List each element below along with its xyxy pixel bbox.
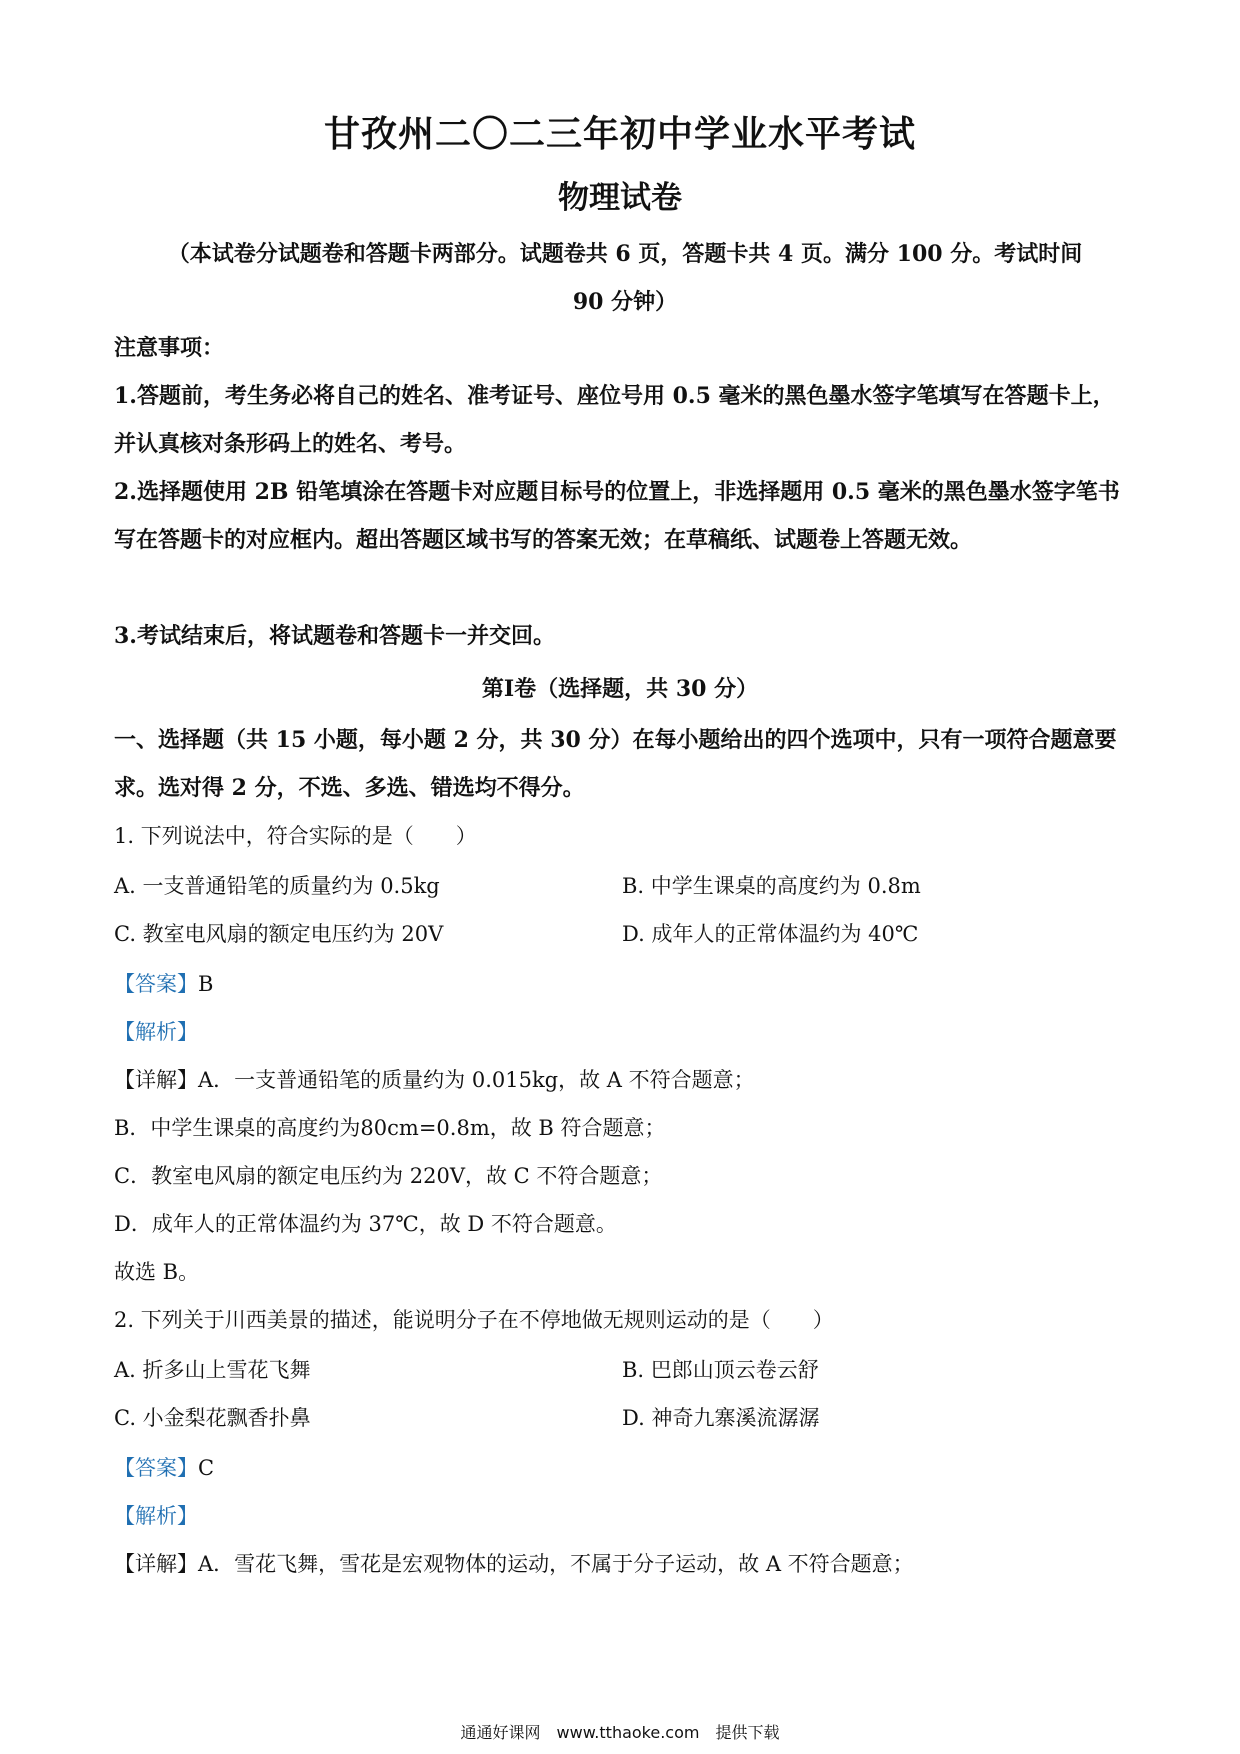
q2-stem: 2. 下列关于川西美景的描述，能说明分子在不停地做无规则运动的是（ ） <box>114 1308 834 1332</box>
answer-value: C <box>198 1456 215 1480</box>
q1-option-d: D. 成年人的正常体温约为 40℃ <box>622 922 919 946</box>
part1-instructions: 一、选择题（共 15 小题，每小题 2 分，共 30 分）在每小题给出的四个选项中，只有一项符合题意要求。选对得 2 分，不选、多选、错选均不得分。 <box>114 727 1117 801</box>
q2-answer <box>114 1452 214 1482</box>
q1-detail-1 <box>114 1064 755 1094</box>
exam-note-line1: （本试卷分试题卷和答题卡两部分。试题卷共 6 页，答题卡共 4 页。满分 100 分。考试时间 <box>167 241 1083 267</box>
notice-item-1: 1.答题前，考生务必将自己的姓名、准考证号、座位号用 0.5 毫米的黑色墨水签字笔填写在答题卡上，并认真核对条形码上的姓名、考号。 <box>114 383 1115 457</box>
q1-option-a: A. 一支普通铅笔的质量约为 0.5kg <box>114 874 440 898</box>
detail-text: A．一支普通铅笔的质量约为 0.015kg，故 A 不符合题意； <box>198 1068 755 1092</box>
q1-stem: 1. 下列说法中，符合实际的是（ ） <box>114 824 477 848</box>
q2-option-d: D. 神奇九寨溪流潺潺 <box>622 1406 820 1430</box>
notice-heading: 注意事项： <box>114 335 225 361</box>
exam-note <box>130 230 1120 326</box>
answer-value: B <box>198 972 214 996</box>
q2-detail-1 <box>114 1548 914 1578</box>
part1-heading: 第Ⅰ卷（选择题，共 30 分） <box>481 676 759 702</box>
q2-option-b: B. 巴郎山顶云卷云舒 <box>622 1358 819 1382</box>
exam-subtitle: 物理试卷 <box>558 180 682 216</box>
detail-text: A．雪花飞舞，雪花是宏观物体的运动，不属于分子运动，故 A 不符合题意； <box>198 1552 914 1576</box>
answer-tag: 【答案】 <box>114 972 198 996</box>
q2-analysis-tag: 【解析】 <box>114 1504 198 1528</box>
notice-item-2: 2.选择题使用 2B 铅笔填涂在答题卡对应题目标号的位置上，非选择题用 0.5 毫米的黑色墨水签字笔书写在答题卡的对应框内。超出答题区域书写的答案无效；在草稿纸、试题卷上答题无效。 <box>114 479 1120 553</box>
q1-option-b: B. 中学生课桌的高度约为 0.8m <box>622 874 921 898</box>
q1-detail-4: D．成年人的正常体温约为 37℃，故 D 不符合题意。 <box>114 1212 617 1236</box>
q1-detail-2: B．中学生课桌的高度约为80cm=0.8m，故 B 符合题意； <box>114 1116 666 1140</box>
exam-title: 甘孜州二〇二三年初中学业水平考试 <box>323 113 916 155</box>
detail-tag: 【详解】 <box>114 1068 198 1092</box>
notice-item-3: 3.考试结束后，将试题卷和答题卡一并交回。 <box>114 623 555 649</box>
q1-detail-5: 故选 B。 <box>114 1260 200 1284</box>
q2-option-c: C. 小金梨花飘香扑鼻 <box>114 1406 311 1430</box>
page-footer: 通通好课网 www.tthaoke.com 提供下载 <box>460 1723 780 1742</box>
q1-option-c: C. 教室电风扇的额定电压约为 20V <box>114 922 444 946</box>
exam-note-line2: 90 分钟） <box>572 289 678 315</box>
q1-analysis-tag: 【解析】 <box>114 1020 198 1044</box>
q2-option-a: A. 折多山上雪花飞舞 <box>114 1358 311 1382</box>
q1-answer <box>114 968 213 998</box>
detail-tag: 【详解】 <box>114 1552 198 1576</box>
q1-detail-3: C．教室电风扇的额定电压约为 220V，故 C 不符合题意； <box>114 1164 663 1188</box>
answer-tag: 【答案】 <box>114 1456 198 1480</box>
